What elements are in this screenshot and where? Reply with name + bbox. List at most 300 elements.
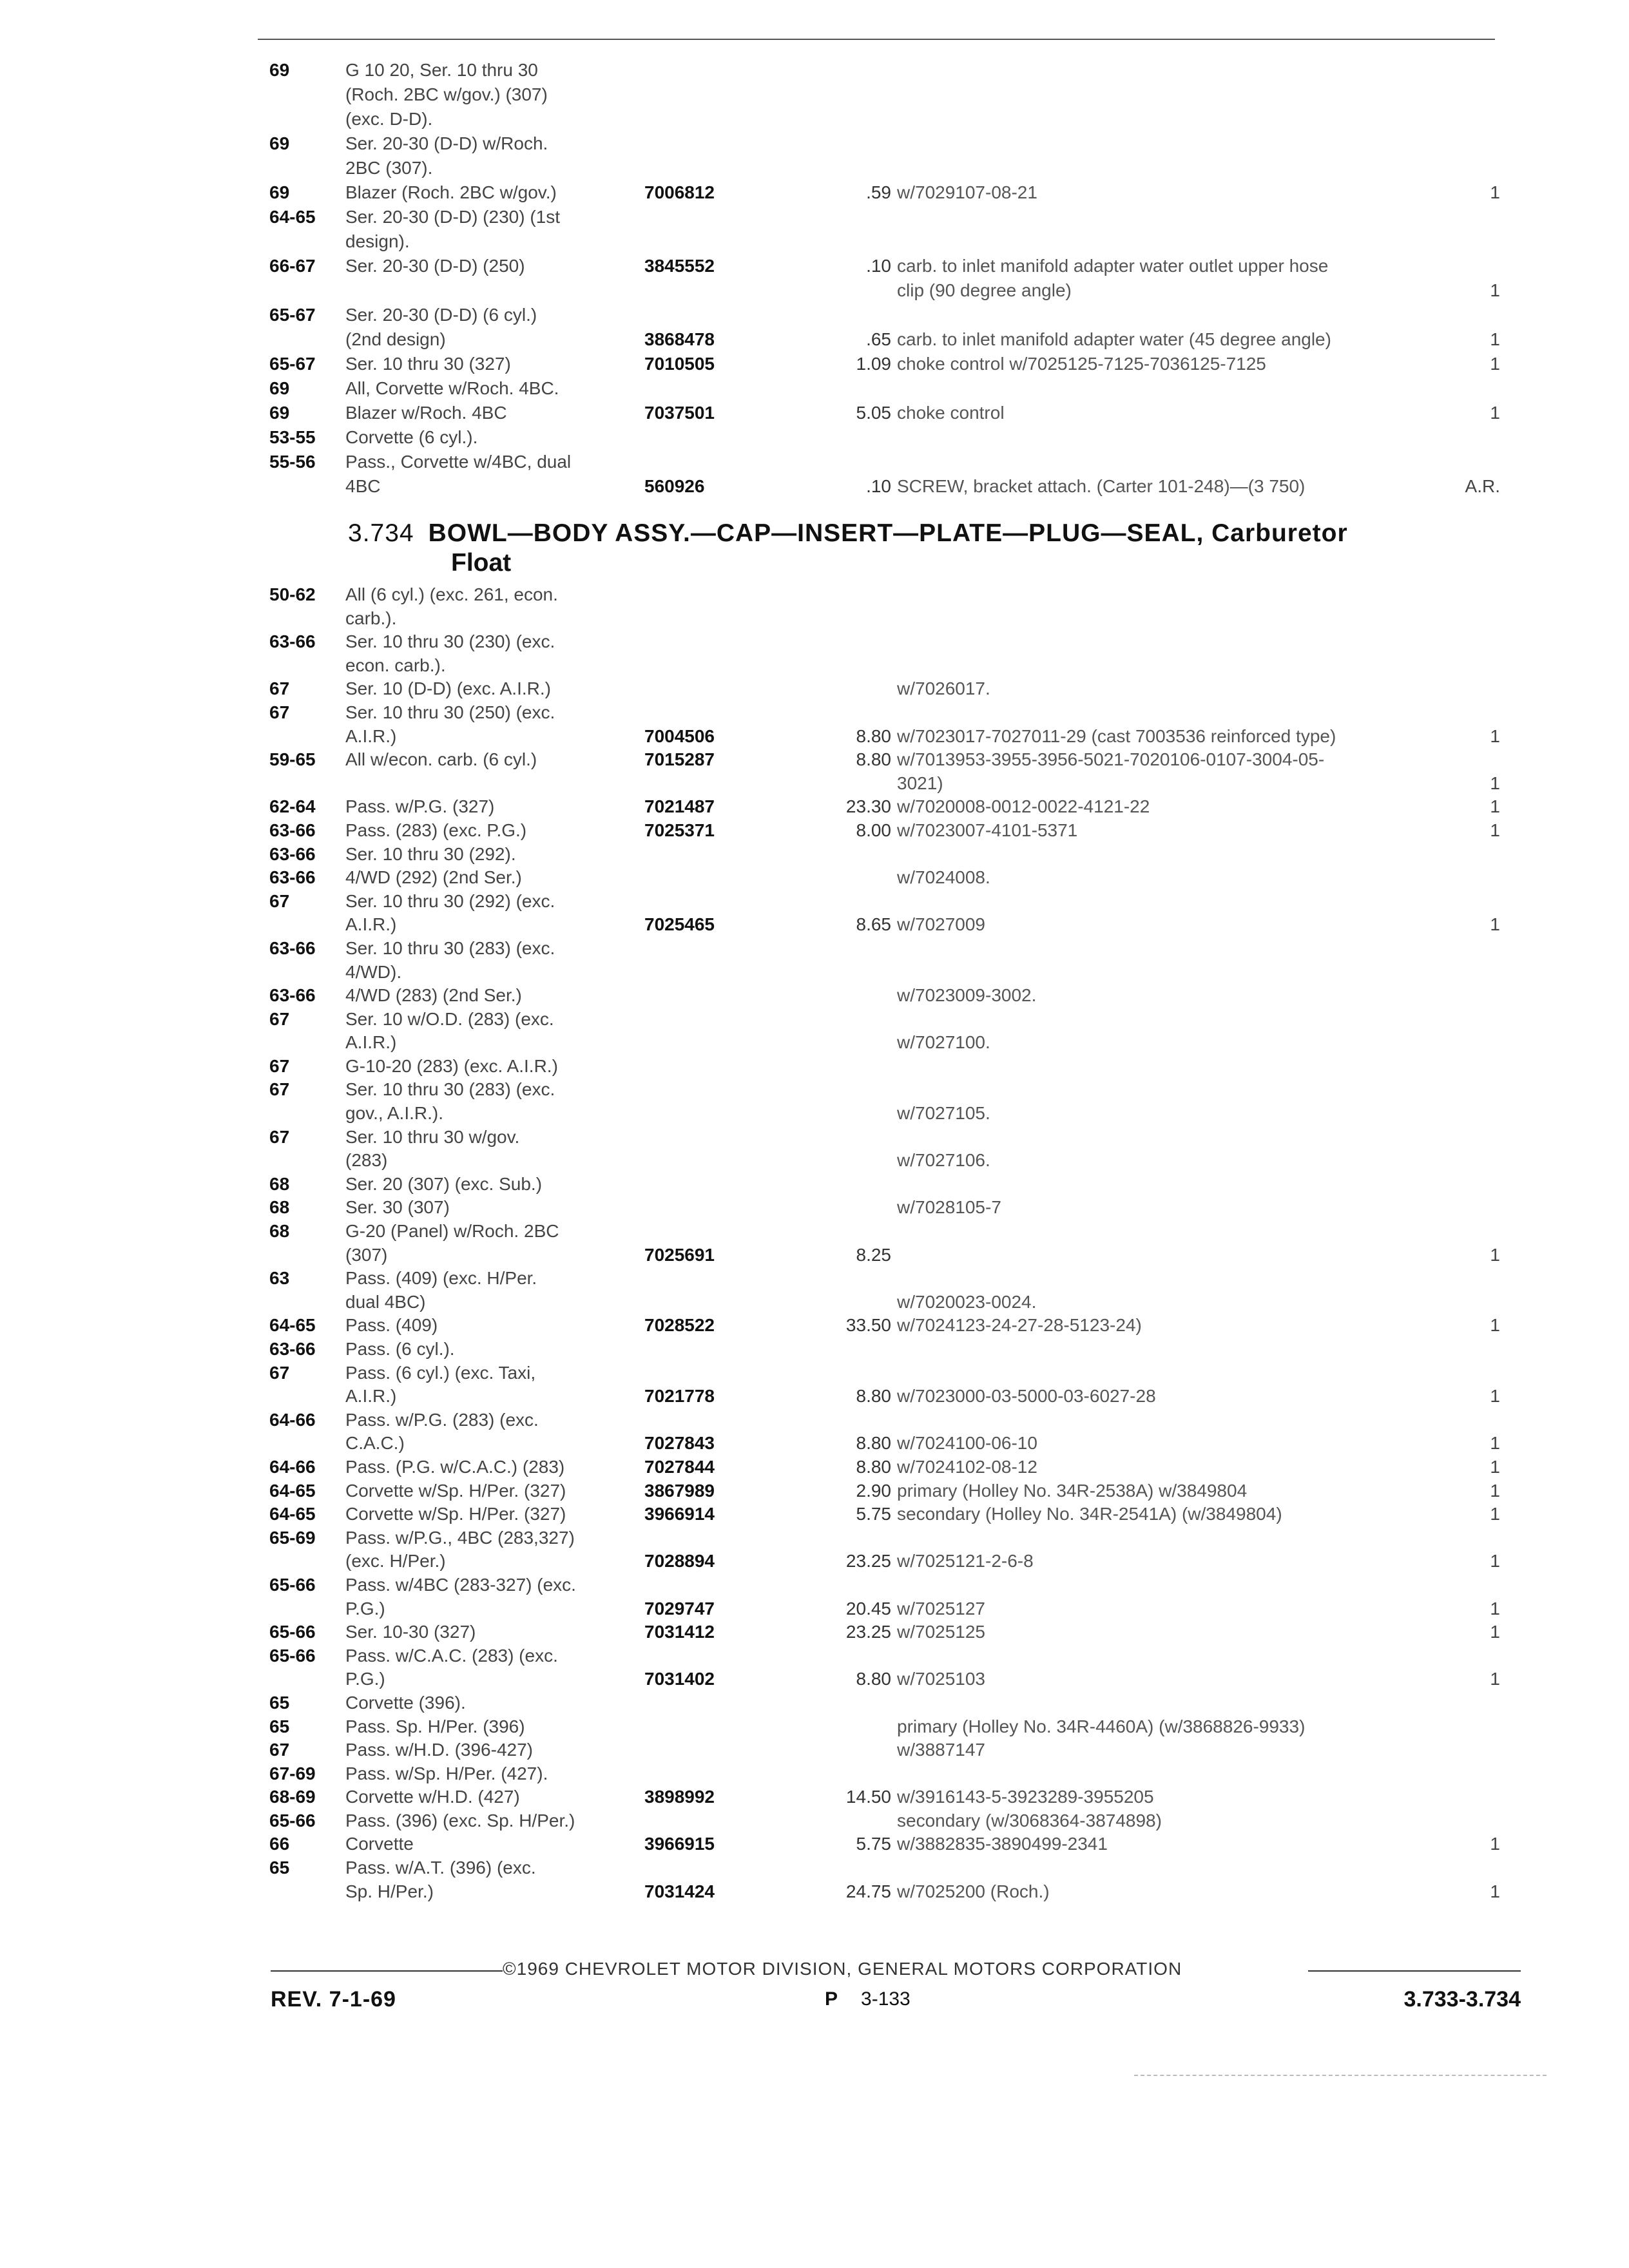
remarks-cell: w/7023000-03-5000-03-6027-28 bbox=[897, 1386, 1156, 1407]
quantity-cell: 1 bbox=[1490, 403, 1500, 423]
table-row bbox=[0, 376, 1629, 401]
price-cell: 23.25 bbox=[845, 1622, 891, 1642]
year-cell: 63-66 bbox=[269, 843, 316, 864]
price-cell: 8.80 bbox=[856, 1386, 891, 1407]
part-number-cell: 7025465 bbox=[644, 914, 715, 935]
quantity-cell: 1 bbox=[1490, 1433, 1500, 1454]
year-cell: 68-69 bbox=[269, 1787, 316, 1807]
application-cell: All, Corvette w/Roch. 4BC. bbox=[345, 378, 559, 398]
year-cell: 59-65 bbox=[269, 749, 316, 770]
remarks-cell: w/3916143-5-3923289-3955205 bbox=[897, 1787, 1154, 1807]
application-cell: dual 4BC) bbox=[345, 1291, 426, 1312]
table-row bbox=[0, 913, 1629, 937]
year-cell: 64-65 bbox=[269, 207, 316, 227]
application-cell: Pass. (283) (exc. P.G.) bbox=[345, 820, 527, 840]
year-cell: 68 bbox=[269, 1221, 290, 1242]
price-cell: 1.09 bbox=[856, 354, 891, 374]
table-row bbox=[0, 1432, 1629, 1456]
year-cell: 67 bbox=[269, 1126, 290, 1147]
application-cell: 4/WD). bbox=[345, 961, 402, 982]
part-number-cell: 7004506 bbox=[644, 726, 715, 746]
table-row bbox=[0, 1620, 1629, 1644]
remarks-cell: w/7025127 bbox=[897, 1598, 986, 1619]
application-cell: 4BC bbox=[345, 476, 381, 496]
remarks-cell: w/7013953-3955-3956-5021-7020106-0107-3004-05- bbox=[897, 749, 1325, 770]
year-cell: 68 bbox=[269, 1173, 290, 1194]
table-row bbox=[0, 1526, 1629, 1550]
application-cell: Ser. 20-30 (D-D) w/Roch. bbox=[345, 133, 548, 153]
part-number-cell: 3845552 bbox=[644, 256, 715, 276]
application-cell: 4/WD (283) (2nd Ser.) bbox=[345, 985, 522, 1006]
table-row bbox=[0, 1173, 1629, 1196]
year-cell: 65-66 bbox=[269, 1810, 316, 1831]
table-row bbox=[0, 82, 1629, 107]
table-row bbox=[0, 205, 1629, 229]
table-row bbox=[0, 1149, 1629, 1173]
year-cell: 67 bbox=[269, 1740, 290, 1760]
table-row bbox=[0, 1220, 1629, 1244]
application-cell: 4/WD (292) (2nd Ser.) bbox=[345, 867, 522, 888]
application-cell: A.I.R.) bbox=[345, 914, 397, 935]
remarks-cell: secondary (Holley No. 34R-2541A) (w/3849804) bbox=[897, 1504, 1282, 1524]
table-row bbox=[0, 1667, 1629, 1691]
part-number-cell: 7025371 bbox=[644, 820, 715, 840]
application-cell: Ser. 10 thru 30 (292). bbox=[345, 843, 516, 864]
table-row bbox=[0, 1832, 1629, 1856]
part-number-cell: 3898992 bbox=[644, 1787, 715, 1807]
quantity-cell: A.R. bbox=[1465, 476, 1500, 496]
part-number-cell: 7037501 bbox=[644, 403, 715, 423]
application-cell: Pass. w/P.G. (283) (exc. bbox=[345, 1409, 539, 1430]
quantity-cell: 1 bbox=[1490, 1881, 1500, 1901]
quantity-cell: 1 bbox=[1490, 1480, 1500, 1501]
table-row bbox=[0, 107, 1629, 131]
year-cell: 64-66 bbox=[269, 1409, 316, 1430]
application-cell: Pass. w/Sp. H/Per. (427). bbox=[345, 1763, 548, 1783]
year-cell: 65-66 bbox=[269, 1574, 316, 1595]
application-cell: Pass. (409) bbox=[345, 1315, 438, 1336]
year-cell: 63 bbox=[269, 1268, 290, 1289]
remarks-cell: primary (Holley No. 34R-2538A) w/3849804 bbox=[897, 1480, 1248, 1501]
year-cell: 66-67 bbox=[269, 256, 316, 276]
remarks-cell: w/7024008. bbox=[897, 867, 990, 888]
year-cell: 62-64 bbox=[269, 796, 316, 817]
table-row bbox=[0, 303, 1629, 327]
year-cell: 69 bbox=[269, 378, 290, 398]
remarks-cell: w/7026017. bbox=[897, 678, 990, 699]
application-cell: (exc. H/Per.) bbox=[345, 1551, 446, 1571]
quantity-cell: 1 bbox=[1490, 354, 1500, 374]
remarks-cell: w/7020008-0012-0022-4121-22 bbox=[897, 796, 1150, 817]
price-cell: 8.80 bbox=[856, 1669, 891, 1689]
quantity-cell: 1 bbox=[1490, 1551, 1500, 1571]
revision-date: REV. 7-1-69 bbox=[271, 1987, 396, 2012]
application-cell: Pass. (409) (exc. H/Per. bbox=[345, 1268, 537, 1289]
application-cell: A.I.R.) bbox=[345, 1032, 397, 1053]
application-cell: P.G.) bbox=[345, 1669, 385, 1689]
application-cell: Ser. 10 (D-D) (exc. A.I.R.) bbox=[345, 678, 551, 699]
price-cell: .65 bbox=[866, 329, 891, 349]
price-cell: 2.90 bbox=[856, 1480, 891, 1501]
table-row bbox=[0, 1102, 1629, 1126]
application-cell: Pass. Sp. H/Per. (396) bbox=[345, 1716, 525, 1736]
year-cell: 67 bbox=[269, 890, 290, 911]
application-cell: Ser. 10 w/O.D. (283) (exc. bbox=[345, 1008, 554, 1029]
remarks-cell: carb. to inlet manifold adapter water outlet upper hose bbox=[897, 256, 1329, 276]
year-cell: 69 bbox=[269, 403, 290, 423]
part-number-cell: 7021487 bbox=[644, 796, 715, 817]
copyright-notice: ©1969 CHEVROLET MOTOR DIVISION, GENERAL MOTORS CORPORATION bbox=[503, 1959, 1182, 1979]
table-row bbox=[0, 180, 1629, 205]
table-row bbox=[0, 1785, 1629, 1809]
part-number-cell: 7029747 bbox=[644, 1598, 715, 1619]
price-cell: .59 bbox=[866, 182, 891, 202]
remarks-cell: w/3887147 bbox=[897, 1740, 986, 1760]
remarks-cell: 3021) bbox=[897, 773, 943, 793]
table-row bbox=[0, 1479, 1629, 1503]
part-number-cell: 3966915 bbox=[644, 1834, 715, 1854]
part-number-cell: 7028894 bbox=[644, 1551, 715, 1571]
price-cell: 8.00 bbox=[856, 820, 891, 840]
remarks-cell: w/7025121-2-6-8 bbox=[897, 1551, 1034, 1571]
year-cell: 55-56 bbox=[269, 452, 316, 472]
year-cell: 65-66 bbox=[269, 1645, 316, 1666]
application-cell: Ser. 10 thru 30 (292) (exc. bbox=[345, 890, 555, 911]
application-cell: All w/econ. carb. (6 cyl.) bbox=[345, 749, 537, 770]
remarks-cell: secondary (w/3068364-3874898) bbox=[897, 1810, 1162, 1831]
price-cell: 5.05 bbox=[856, 403, 891, 423]
year-cell: 64-65 bbox=[269, 1504, 316, 1524]
remarks-cell: w/7024123-24-27-28-5123-24) bbox=[897, 1315, 1142, 1336]
application-cell: econ. carb.). bbox=[345, 655, 446, 675]
table-row bbox=[0, 677, 1629, 701]
remarks-cell: w/7027105. bbox=[897, 1103, 990, 1124]
remarks-cell: choke control w/7025125-7125-7036125-7125 bbox=[897, 354, 1266, 374]
year-cell: 69 bbox=[269, 182, 290, 202]
section-heading bbox=[348, 519, 1508, 578]
table-row bbox=[0, 937, 1629, 961]
table-row bbox=[0, 1691, 1629, 1715]
table-row bbox=[0, 229, 1629, 254]
application-cell: Pass. (6 cyl.) (exc. Taxi, bbox=[345, 1362, 536, 1383]
application-cell: Ser. 10-30 (327) bbox=[345, 1622, 476, 1642]
remarks-cell: w/7027100. bbox=[897, 1032, 990, 1053]
application-cell: Blazer w/Roch. 4BC bbox=[345, 403, 507, 423]
part-number-cell: 3868478 bbox=[644, 329, 715, 349]
table-row bbox=[0, 156, 1629, 180]
part-number-cell: 7028522 bbox=[644, 1315, 715, 1336]
application-cell: (2nd design) bbox=[345, 329, 446, 349]
table-row bbox=[0, 607, 1629, 631]
year-cell: 69 bbox=[269, 133, 290, 153]
part-number-cell: 7031402 bbox=[644, 1669, 715, 1689]
remarks-cell: SCREW, bracket attach. (Carter 101-248)—(3 750) bbox=[897, 476, 1306, 496]
table-row bbox=[0, 1738, 1629, 1762]
table-row bbox=[0, 795, 1629, 819]
remarks-cell: w/7024100-06-10 bbox=[897, 1433, 1037, 1454]
year-cell: 65 bbox=[269, 1692, 290, 1713]
application-cell: Ser. 20-30 (D-D) (250) bbox=[345, 256, 525, 276]
table-row bbox=[0, 654, 1629, 678]
price-cell: 23.25 bbox=[845, 1551, 891, 1571]
year-cell: 65-67 bbox=[269, 305, 316, 325]
quantity-cell: 1 bbox=[1490, 1456, 1500, 1477]
table-row bbox=[0, 1597, 1629, 1621]
quantity-cell: 1 bbox=[1490, 329, 1500, 349]
price-cell: 8.25 bbox=[856, 1244, 891, 1265]
table-row bbox=[0, 327, 1629, 352]
remarks-cell: carb. to inlet manifold adapter water (45 degree angle) bbox=[897, 329, 1331, 349]
application-cell: Corvette w/Sp. H/Per. (327) bbox=[345, 1504, 566, 1524]
application-cell: Pass., Corvette w/4BC, dual bbox=[345, 452, 572, 472]
application-cell: Pass. w/A.T. (396) (exc. bbox=[345, 1858, 536, 1878]
year-cell: 67 bbox=[269, 1008, 290, 1029]
year-cell: 53-55 bbox=[269, 427, 316, 447]
application-cell: Ser. 10 thru 30 (283) (exc. bbox=[345, 1079, 555, 1100]
application-cell: (exc. D-D). bbox=[345, 109, 433, 129]
table-row bbox=[0, 474, 1629, 499]
remarks-cell: w/7023007-4101-5371 bbox=[897, 820, 1078, 840]
application-cell: Ser. 30 (307) bbox=[345, 1197, 450, 1218]
application-cell: Corvette w/H.D. (427) bbox=[345, 1787, 520, 1807]
group-range: 3.733-3.734 bbox=[1403, 1987, 1521, 2012]
price-cell: 20.45 bbox=[845, 1598, 891, 1619]
application-cell: Ser. 10 thru 30 (230) (exc. bbox=[345, 631, 555, 652]
quantity-cell: 1 bbox=[1490, 1669, 1500, 1689]
table-row bbox=[0, 1244, 1629, 1267]
table-row bbox=[0, 984, 1629, 1008]
table-row bbox=[0, 725, 1629, 749]
application-cell: Ser. 20 (307) (exc. Sub.) bbox=[345, 1173, 543, 1194]
section-title: BOWL—BODY ASSY.—CAP—INSERT—PLATE—PLUG—SEAL, Carburetor bbox=[428, 519, 1348, 547]
application-cell: Corvette bbox=[345, 1834, 414, 1854]
table-row bbox=[0, 254, 1629, 278]
part-number-cell: 7031424 bbox=[644, 1881, 715, 1901]
price-cell: 8.65 bbox=[856, 914, 891, 935]
application-cell: Ser. 10 thru 30 (283) (exc. bbox=[345, 937, 555, 958]
table-row bbox=[0, 1644, 1629, 1668]
bottom-scan-rule bbox=[1134, 2075, 1547, 2076]
price-cell: 23.30 bbox=[845, 796, 891, 817]
page-footer bbox=[271, 1959, 1521, 2013]
application-cell: G 10 20, Ser. 10 thru 30 bbox=[345, 60, 538, 80]
application-cell: Ser. 10 thru 30 (250) (exc. bbox=[345, 702, 555, 722]
application-cell: Ser. 20-30 (D-D) (6 cyl.) bbox=[345, 305, 537, 325]
table-row bbox=[0, 1055, 1629, 1079]
year-cell: 67 bbox=[269, 678, 290, 699]
application-cell: (283) bbox=[345, 1150, 388, 1171]
quantity-cell: 1 bbox=[1490, 796, 1500, 817]
table-row bbox=[0, 352, 1629, 376]
application-cell: G-10-20 (283) (exc. A.I.R.) bbox=[345, 1055, 558, 1076]
table-row bbox=[0, 1456, 1629, 1479]
table-row bbox=[0, 961, 1629, 985]
price-cell: 33.50 bbox=[845, 1315, 891, 1336]
quantity-cell: 1 bbox=[1490, 1622, 1500, 1642]
price-cell: .10 bbox=[866, 476, 891, 496]
remarks-cell: w/3882835-3890499-2341 bbox=[897, 1834, 1108, 1854]
year-cell: 69 bbox=[269, 60, 290, 80]
year-cell: 63-66 bbox=[269, 631, 316, 652]
table-row bbox=[0, 1503, 1629, 1526]
remarks-cell: choke control bbox=[897, 403, 1005, 423]
remarks-cell: w/7027009 bbox=[897, 914, 986, 935]
table-row bbox=[0, 1809, 1629, 1833]
remarks-cell: w/7025125 bbox=[897, 1622, 986, 1642]
part-number-cell: 7027844 bbox=[644, 1456, 715, 1477]
quantity-cell: 1 bbox=[1490, 914, 1500, 935]
year-cell: 67 bbox=[269, 1079, 290, 1100]
price-cell: 24.75 bbox=[845, 1881, 891, 1901]
quantity-cell: 1 bbox=[1490, 726, 1500, 746]
table-row bbox=[0, 1078, 1629, 1102]
parts-list-continued bbox=[0, 58, 1629, 499]
table-row bbox=[0, 1880, 1629, 1904]
table-row bbox=[0, 1573, 1629, 1597]
year-cell: 65-66 bbox=[269, 1622, 316, 1642]
table-row bbox=[0, 1031, 1629, 1055]
table-row bbox=[0, 1291, 1629, 1314]
year-cell: 66 bbox=[269, 1834, 290, 1854]
table-row bbox=[0, 843, 1629, 867]
application-cell: Pass. w/H.D. (396-427) bbox=[345, 1740, 533, 1760]
application-cell: design). bbox=[345, 231, 410, 251]
year-cell: 63-66 bbox=[269, 985, 316, 1006]
price-cell: 5.75 bbox=[856, 1834, 891, 1854]
table-row bbox=[0, 1267, 1629, 1291]
quantity-cell: 1 bbox=[1490, 1834, 1500, 1854]
remarks-cell: w/7027106. bbox=[897, 1150, 990, 1171]
application-cell: (307) bbox=[345, 1244, 388, 1265]
quantity-cell: 1 bbox=[1490, 1504, 1500, 1524]
table-row bbox=[0, 1008, 1629, 1032]
table-row bbox=[0, 748, 1629, 772]
price-cell: 8.80 bbox=[856, 726, 891, 746]
year-cell: 65-67 bbox=[269, 354, 316, 374]
part-number-cell: 7031412 bbox=[644, 1622, 715, 1642]
table-row bbox=[0, 1408, 1629, 1432]
remarks-cell: w/7025200 (Roch.) bbox=[897, 1881, 1050, 1901]
application-cell: 2BC (307). bbox=[345, 158, 433, 178]
price-cell: .10 bbox=[866, 256, 891, 276]
application-cell: Ser. 10 thru 30 (327) bbox=[345, 354, 511, 374]
year-cell: 63-66 bbox=[269, 820, 316, 840]
application-cell: (Roch. 2BC w/gov.) (307) bbox=[345, 84, 548, 104]
application-cell: C.A.C.) bbox=[345, 1433, 405, 1454]
price-cell: 8.80 bbox=[856, 749, 891, 770]
part-number-cell: 7015287 bbox=[644, 749, 715, 770]
application-cell: Pass. w/C.A.C. (283) (exc. bbox=[345, 1645, 558, 1666]
table-row bbox=[0, 890, 1629, 914]
table-row bbox=[0, 131, 1629, 156]
year-cell: 67 bbox=[269, 1055, 290, 1076]
year-cell: 64-65 bbox=[269, 1480, 316, 1501]
section-title-continued: Float bbox=[451, 549, 512, 577]
remarks-cell: w/7024102-08-12 bbox=[897, 1456, 1037, 1477]
part-number-cell: 7025691 bbox=[644, 1244, 715, 1265]
top-rule bbox=[258, 39, 1495, 40]
table-row bbox=[0, 278, 1629, 303]
application-cell: All (6 cyl.) (exc. 261, econ. bbox=[345, 584, 558, 604]
year-cell: 67-69 bbox=[269, 1763, 316, 1783]
section-number: 3.734 bbox=[348, 519, 414, 547]
quantity-cell: 1 bbox=[1490, 280, 1500, 300]
quantity-cell: 1 bbox=[1490, 1244, 1500, 1265]
application-cell: G-20 (Panel) w/Roch. 2BC bbox=[345, 1221, 559, 1242]
year-cell: 63-66 bbox=[269, 937, 316, 958]
footer-rule-left bbox=[271, 1970, 503, 1972]
application-cell: Sp. H/Per.) bbox=[345, 1881, 434, 1901]
table-row bbox=[0, 1762, 1629, 1786]
parts-list-section-3-734 bbox=[0, 583, 1629, 1903]
year-cell: 68 bbox=[269, 1197, 290, 1218]
year-cell: 67 bbox=[269, 702, 290, 722]
application-cell: A.I.R.) bbox=[345, 726, 397, 746]
quantity-cell: 1 bbox=[1490, 773, 1500, 793]
table-row bbox=[0, 583, 1629, 607]
remarks-cell: w/7025103 bbox=[897, 1669, 986, 1689]
application-cell: A.I.R.) bbox=[345, 1386, 397, 1407]
part-number-cell: 7006812 bbox=[644, 182, 715, 202]
quantity-cell: 1 bbox=[1490, 182, 1500, 202]
application-cell: Blazer (Roch. 2BC w/gov.) bbox=[345, 182, 557, 202]
page-number: P 3-133 bbox=[825, 1988, 911, 2010]
application-cell: Pass. (396) (exc. Sp. H/Per.) bbox=[345, 1810, 575, 1831]
table-row bbox=[0, 772, 1629, 796]
table-row bbox=[0, 1385, 1629, 1408]
year-cell: 64-65 bbox=[269, 1315, 316, 1336]
year-cell: 65-69 bbox=[269, 1527, 316, 1548]
table-row bbox=[0, 1550, 1629, 1573]
part-number-cell: 3867989 bbox=[644, 1480, 715, 1501]
price-cell: 8.80 bbox=[856, 1456, 891, 1477]
table-row bbox=[0, 58, 1629, 82]
footer-rule-right bbox=[1308, 1970, 1521, 1972]
table-row bbox=[0, 1196, 1629, 1220]
year-cell: 63-66 bbox=[269, 1339, 316, 1359]
table-row bbox=[0, 1314, 1629, 1338]
table-row bbox=[0, 1361, 1629, 1385]
table-row bbox=[0, 401, 1629, 425]
application-cell: Pass. w/4BC (283-327) (exc. bbox=[345, 1574, 576, 1595]
year-cell: 67 bbox=[269, 1362, 290, 1383]
year-cell: 50-62 bbox=[269, 584, 316, 604]
price-cell: 8.80 bbox=[856, 1433, 891, 1454]
table-row bbox=[0, 1126, 1629, 1149]
year-cell: 65 bbox=[269, 1858, 290, 1878]
remarks-cell: primary (Holley No. 34R-4460A) (w/3868826-9933) bbox=[897, 1716, 1306, 1736]
application-cell: gov., A.I.R.). bbox=[345, 1103, 443, 1124]
quantity-cell: 1 bbox=[1490, 1315, 1500, 1336]
year-cell: 65 bbox=[269, 1716, 290, 1736]
application-cell: Corvette (6 cyl.). bbox=[345, 427, 478, 447]
part-number-cell: 7010505 bbox=[644, 354, 715, 374]
part-number-cell: 560926 bbox=[644, 476, 705, 496]
table-row bbox=[0, 819, 1629, 843]
application-cell: Ser. 10 thru 30 w/gov. bbox=[345, 1126, 520, 1147]
table-row bbox=[0, 425, 1629, 450]
price-cell: 14.50 bbox=[845, 1787, 891, 1807]
table-row bbox=[0, 630, 1629, 654]
application-cell: Pass. w/P.G. (327) bbox=[345, 796, 495, 817]
application-cell: carb.). bbox=[345, 608, 397, 628]
table-row bbox=[0, 1338, 1629, 1361]
table-row bbox=[0, 701, 1629, 725]
part-number-cell: 7021778 bbox=[644, 1386, 715, 1407]
part-number-cell: 7027843 bbox=[644, 1433, 715, 1454]
application-cell: Pass. (P.G. w/C.A.C.) (283) bbox=[345, 1456, 565, 1477]
table-row bbox=[0, 1715, 1629, 1739]
